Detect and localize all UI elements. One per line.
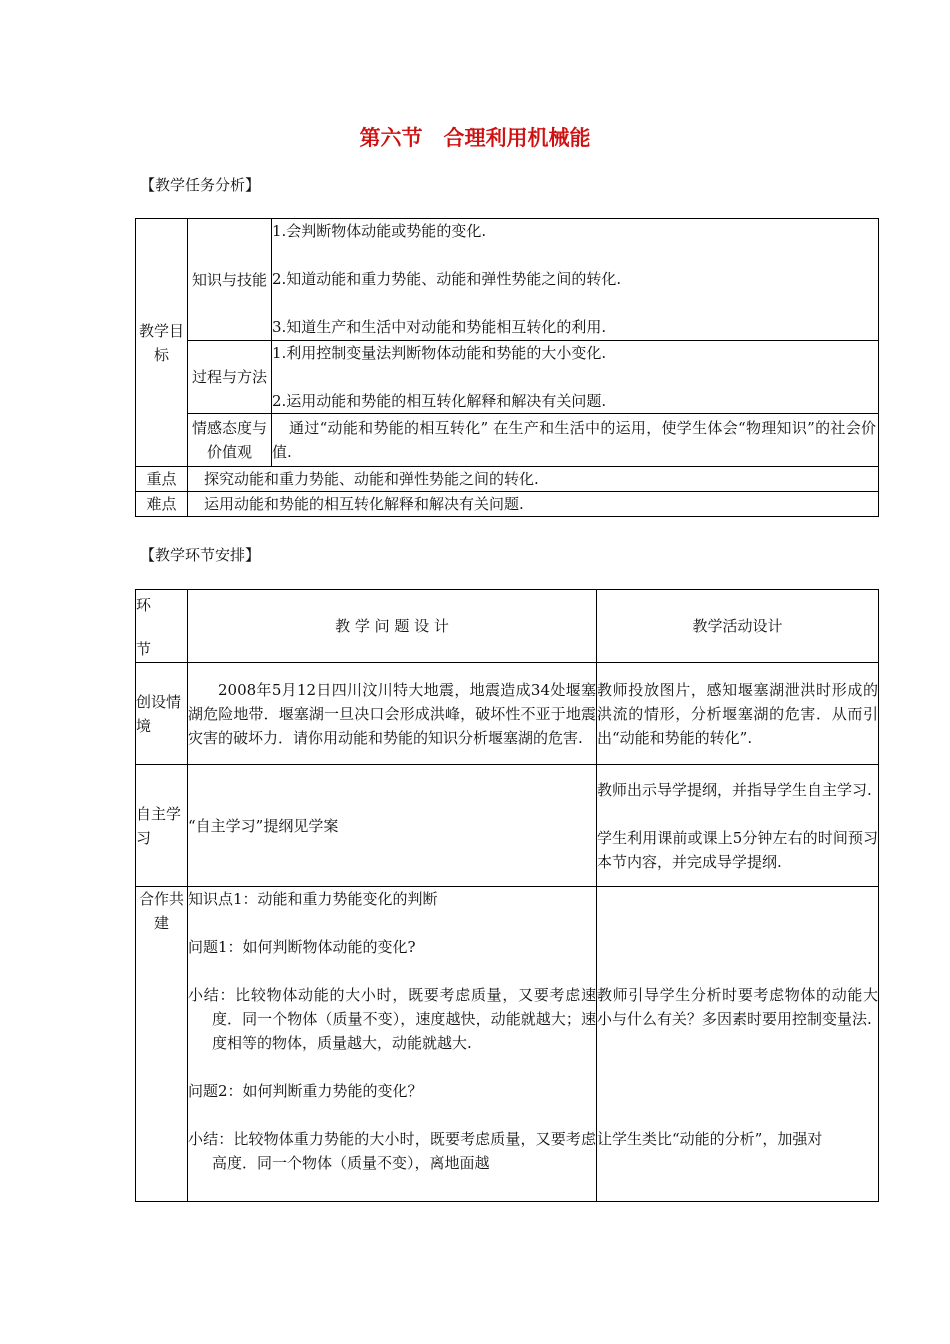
key-label: 重点 [146, 470, 177, 488]
phase-header-cell [136, 590, 188, 663]
design-selfstudy: “自主学习”提纲见学案 [188, 816, 339, 835]
activity-cell-cooperate [597, 887, 879, 1202]
knowledge-label-cell [188, 219, 272, 341]
difficulty-cell [188, 492, 879, 517]
knowledge-item-3: 3.知道生产和生活中对动能和势能相互转化的利用. [272, 318, 607, 336]
question-2: 问题2：如何判断重力势能的变化？ [188, 1082, 423, 1100]
phase-scenario: 创设情境 [136, 692, 182, 735]
knowledge-point-1: 知识点1：动能和重力势能变化的判断 [188, 890, 438, 908]
design-scenario: 2008年5月12日四川汶川特大地震，地震造成34处堰塞湖危险地带．堰塞湖一旦决口会形成洪峰，破坏性不亚于地震灾害的破坏力．请你用动能和势能的知识分析堰塞湖的危害. [188, 680, 596, 747]
knowledge-item-2: 2.知道动能和重力势能、动能和弹性势能之间的转化. [272, 270, 622, 288]
activity-cooperate-2: 让学生类比“动能的分析”，加强对 [597, 1130, 823, 1148]
activity-header: 教学活动设计 [692, 617, 783, 635]
activity-cell-selfstudy [597, 765, 879, 887]
page-title: 第六节 合理利用机械能 [359, 126, 591, 150]
activity-selfstudy-2: 学生利用课前或课上5分钟左右的时间预习本节内容，并完成导学提纲. [597, 828, 878, 871]
key-text: 探究动能和重力势能、动能和弹性势能之间的转化. [204, 470, 539, 488]
task-analysis-table [135, 218, 879, 517]
design-header-cell [188, 590, 597, 663]
phase-selfstudy: 自主学习 [136, 804, 182, 847]
knowledge-items [272, 219, 879, 341]
process-items [272, 341, 879, 414]
process-label-cell [188, 341, 272, 414]
design-cell-scenario [188, 663, 597, 765]
difficulty-label: 难点 [146, 495, 177, 513]
schedule-table [135, 589, 879, 1202]
knowledge-label: 知识与技能 [191, 270, 267, 289]
goals-label: 教学目标 [138, 321, 184, 364]
knowledge-item-1: 1.会判断物体动能或势能的变化. [272, 222, 487, 240]
phase-cooperate: 合作共建 [138, 890, 184, 932]
activity-cell-scenario [597, 663, 879, 765]
activity-cooperate-1: 教师引导学生分析时要考虑物体的动能大小与什么有关？多因素时要用控制变量法. [597, 986, 878, 1028]
emotion-label: 情感态度与价值观 [191, 419, 267, 461]
difficulty-text: 运用动能和势能的相互转化解释和解决有关问题. [204, 495, 524, 513]
emotion-label-cell [188, 414, 272, 467]
key-label-cell [136, 467, 188, 492]
activity-scenario: 教师投放图片，感知堰塞湖泄洪时形成的洪流的情形，分析堰塞湖的危害．从而引出“动能和势能的转化”. [597, 680, 878, 747]
activity-header-cell [597, 590, 879, 663]
phase-cell-scenario [136, 663, 188, 765]
phase-cell-cooperate [136, 887, 188, 1202]
design-header: 教 学 问 题 设 计 [335, 617, 449, 635]
summary-1: 小结：比较物体动能的大小时，既要考虑质量，又要考虑速度．同一个物体（质量不变），速度越快，动能就越大；速度相等的物体，质量越大，动能就越大. [188, 986, 596, 1052]
phase-header-b: 节 [136, 640, 152, 658]
emotion-cell [272, 414, 879, 467]
design-cell-cooperate [188, 887, 597, 1202]
emotion-text: 通过“动能和势能的相互转化” 在生产和生活中的运用，使学生体会“物理知识”的社会价值. [272, 419, 876, 461]
section-heading-task-analysis: 【教学任务分析】 [140, 176, 261, 194]
activity-selfstudy-1: 教师出示导学提纲，并指导学生自主学习. [597, 780, 872, 799]
phase-header-a: 环 [136, 596, 152, 614]
process-item-1: 1.利用控制变量法判断物体动能和势能的大小变化. [272, 344, 607, 362]
design-cell-selfstudy [188, 765, 597, 887]
difficulty-label-cell [136, 492, 188, 517]
summary-2: 小结：比较物体重力势能的大小时，既要考虑质量，又要考虑高度．同一个物体（质量不变），离地面越 [188, 1130, 596, 1172]
key-cell [188, 467, 879, 492]
section-heading-schedule: 【教学环节安排】 [140, 546, 261, 564]
goals-label-cell [136, 219, 188, 467]
phase-cell-selfstudy [136, 765, 188, 887]
process-label: 过程与方法 [191, 368, 267, 386]
process-item-2: 2.运用动能和势能的相互转化解释和解决有关问题. [272, 392, 607, 410]
question-1: 问题1：如何判断物体动能的变化? [188, 938, 416, 956]
